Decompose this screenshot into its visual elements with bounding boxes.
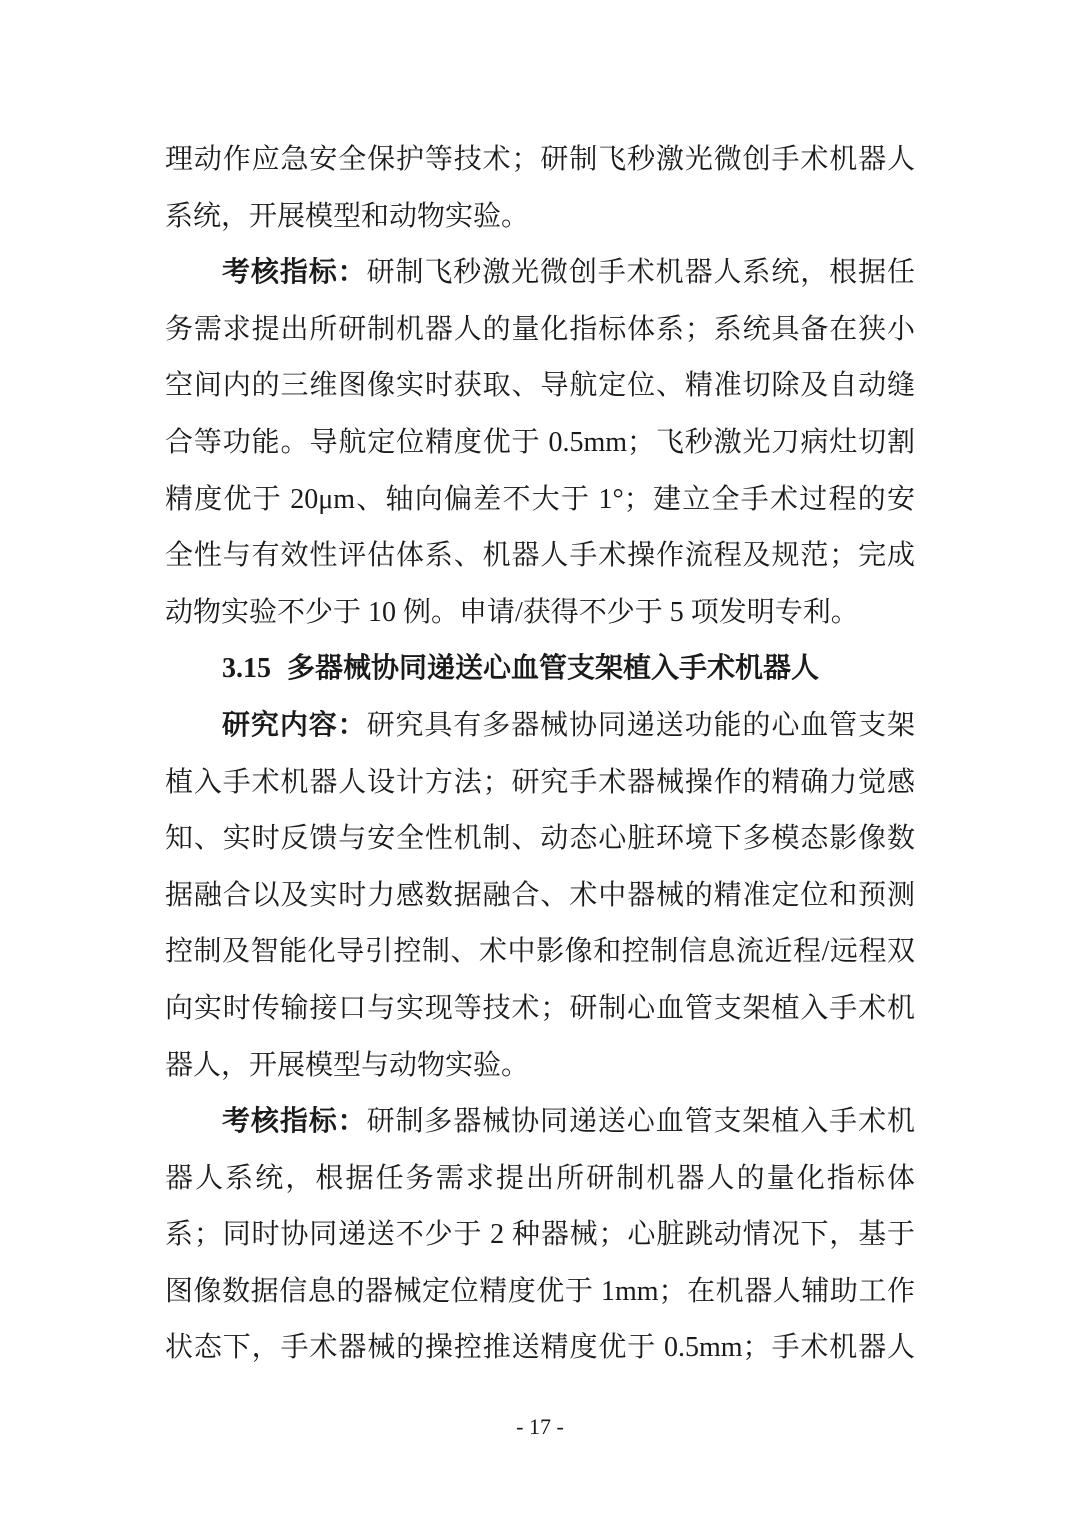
text-line bbox=[165, 245, 915, 302]
line-text: 研制多器械协同递送心血管支架植入手术机 bbox=[366, 1106, 915, 1138]
line-text: 精度优于 20μm、轴向偏差不大于 1°；建立全手术过程的安 bbox=[165, 483, 915, 515]
text-line bbox=[165, 1207, 915, 1264]
text-line bbox=[165, 585, 915, 642]
paragraph-lead-label: 考核指标： bbox=[222, 1106, 367, 1138]
line-text: 图像数据信息的器械定位精度优于 1mm；在机器人辅助工作 bbox=[165, 1275, 915, 1307]
line-text: 向实时传输接口与实现等技术；研制心血管支架植入手术机 bbox=[165, 992, 915, 1024]
paragraph-lead-label: 考核指标： bbox=[222, 257, 367, 289]
text-line bbox=[165, 1094, 915, 1151]
text-line bbox=[165, 924, 915, 981]
text-line bbox=[165, 868, 915, 925]
line-text: 状态下，手术器械的操控推送精度优于 0.5mm；手术机器人 bbox=[165, 1332, 915, 1364]
section-number: 3.15 bbox=[222, 653, 271, 685]
line-text: 植入手术机器人设计方法；研究手术器械操作的精确力觉感 bbox=[165, 766, 915, 798]
line-text: 动物实验不少于 10 例。申请/获得不少于 5 项发明专利。 bbox=[165, 596, 859, 628]
text-line bbox=[165, 189, 915, 246]
paragraph bbox=[165, 132, 915, 245]
line-text: 空间内的三维图像实时获取、导航定位、精准切除及自动缝 bbox=[165, 370, 915, 402]
paragraph bbox=[165, 698, 915, 1094]
line-text: 器人，开展模型与动物实验。 bbox=[165, 1049, 530, 1081]
text-line bbox=[165, 811, 915, 868]
line-text: 知、实时反馈与安全性机制、动态心脏环境下多模态影像数 bbox=[165, 823, 915, 855]
paragraph bbox=[165, 1094, 915, 1377]
line-text: 研究具有多器械协同递送功能的心血管支架 bbox=[366, 709, 915, 741]
line-text: 器人系统，根据任务需求提出所研制机器人的量化指标体 bbox=[165, 1162, 915, 1194]
text-line bbox=[165, 1151, 915, 1208]
text-line bbox=[165, 1264, 915, 1321]
section-heading bbox=[165, 641, 915, 698]
text-line bbox=[165, 755, 915, 812]
page-number: - 17 - bbox=[516, 1414, 564, 1439]
line-text: 研制飞秒激光微创手术机器人系统，根据任 bbox=[366, 257, 915, 289]
line-text: 系；同时协同递送不少于 2 种器械；心脏跳动情况下，基于 bbox=[165, 1219, 915, 1251]
section-title: 多器械协同递送心血管支架植入手术机器人 bbox=[287, 653, 820, 685]
line-text: 务需求提出所研制机器人的量化指标体系；系统具备在狭小 bbox=[165, 313, 915, 345]
text-line bbox=[165, 528, 915, 585]
text-line bbox=[165, 358, 915, 415]
line-text: 系统，开展模型和动物实验。 bbox=[165, 200, 530, 232]
text-line bbox=[165, 1038, 915, 1095]
line-text: 理动作应急安全保护等技术；研制飞秒激光微创手术机器人 bbox=[165, 144, 915, 175]
line-text: 合等功能。导航定位精度优于 0.5mm；飞秒激光刀病灶切割 bbox=[165, 426, 915, 458]
text-line bbox=[165, 1320, 915, 1377]
paragraph-lead-label: 研究内容： bbox=[222, 709, 367, 741]
text-line bbox=[165, 302, 915, 359]
line-text: 控制及智能化导引控制、术中影像和控制信息流近程/远程双 bbox=[165, 936, 915, 968]
text-line bbox=[165, 472, 915, 529]
text-line bbox=[165, 981, 915, 1038]
text-line bbox=[165, 698, 915, 755]
text-line bbox=[165, 415, 915, 472]
document-page-body bbox=[165, 132, 915, 1377]
line-text: 据融合以及实时力感数据融合、术中器械的精准定位和预测 bbox=[165, 879, 915, 911]
text-line bbox=[165, 132, 915, 189]
paragraph bbox=[165, 245, 915, 641]
line-text: 全性与有效性评估体系、机器人手术操作流程及规范；完成 bbox=[165, 540, 915, 572]
